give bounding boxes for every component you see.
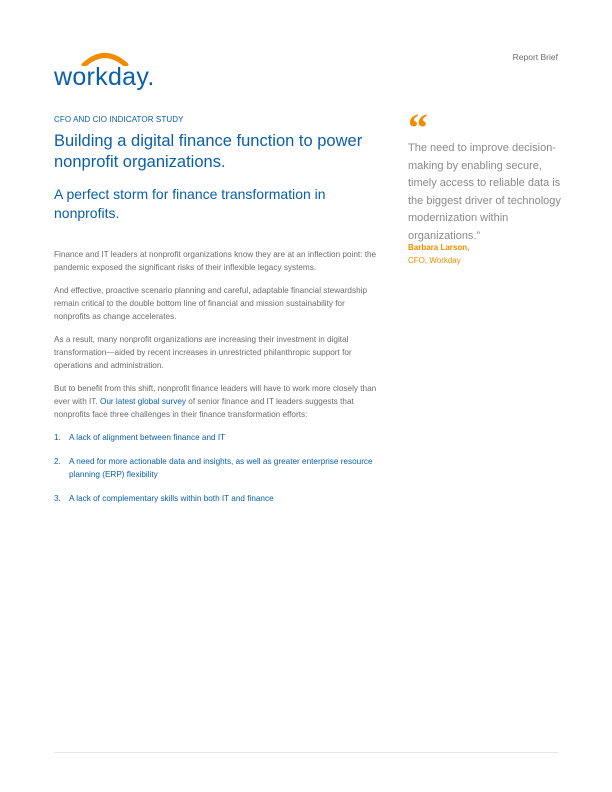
page-subtitle: A perfect storm for finance transformation in nonprofits. <box>54 186 326 221</box>
footer-divider <box>54 752 558 753</box>
list-item <box>54 431 380 444</box>
quote-author-title: CFO, Workday <box>408 256 461 265</box>
list-number: 1. <box>54 433 61 442</box>
paragraph-text: But to benefit from this shift, nonprofit finance leaders will have to work more closely than ever with IT. <box>54 384 377 406</box>
paragraph-text: of senior finance and IT leaders suggests that nonprofits face three challenges in their finance transformation efforts: <box>54 397 354 419</box>
quote-author: Barbara Larson, <box>408 243 470 252</box>
paragraph: As a result, many nonprofit organizations are increasing their investment in digital transformation—aided by recent increases in unrestricted philanthropic support for operations and administration. <box>54 335 352 370</box>
page-title: Building a digital finance function to power nonprofit organizations. <box>54 132 363 171</box>
pull-quote: The need to improve decision-making by enabling secure, timely access to reliable data is the biggest driver of technology modernization within organizations.” <box>408 142 561 242</box>
study-eyebrow: CFO AND CIO INDICATOR STUDY <box>54 115 184 124</box>
list-text: A need for more actionable data and insights, as well as greater enterprise resource planning (ERP) flexibility <box>69 457 373 479</box>
report-type-label: Report Brief <box>512 52 558 62</box>
article-body <box>54 248 380 516</box>
workday-logo <box>54 50 154 95</box>
paragraph-survey <box>54 382 380 421</box>
quote-mark-icon: “ <box>408 105 428 150</box>
paragraph: Finance and IT leaders at nonprofit organizations know they are at an inflection point: the pandemic exposed the significant risks of their inflexible legacy systems. <box>54 250 377 272</box>
global-survey-link[interactable]: Our latest global survey <box>99 397 186 406</box>
paragraph: And effective, proactive scenario planning and careful, adaptable financial stewardship remain critical to the double bottom line of financial and mission sustainability for nonprofits as change accelerates. <box>54 286 367 321</box>
challenge-list <box>54 431 380 505</box>
list-item <box>54 455 380 481</box>
logo-wordmark: workday. <box>54 63 155 91</box>
list-text: A lack of complementary skills within both IT and finance <box>69 494 274 503</box>
list-item <box>54 492 380 505</box>
list-number: 2. <box>54 457 61 466</box>
list-text: A lack of alignment between finance and IT <box>69 433 226 442</box>
list-number: 3. <box>54 494 61 503</box>
